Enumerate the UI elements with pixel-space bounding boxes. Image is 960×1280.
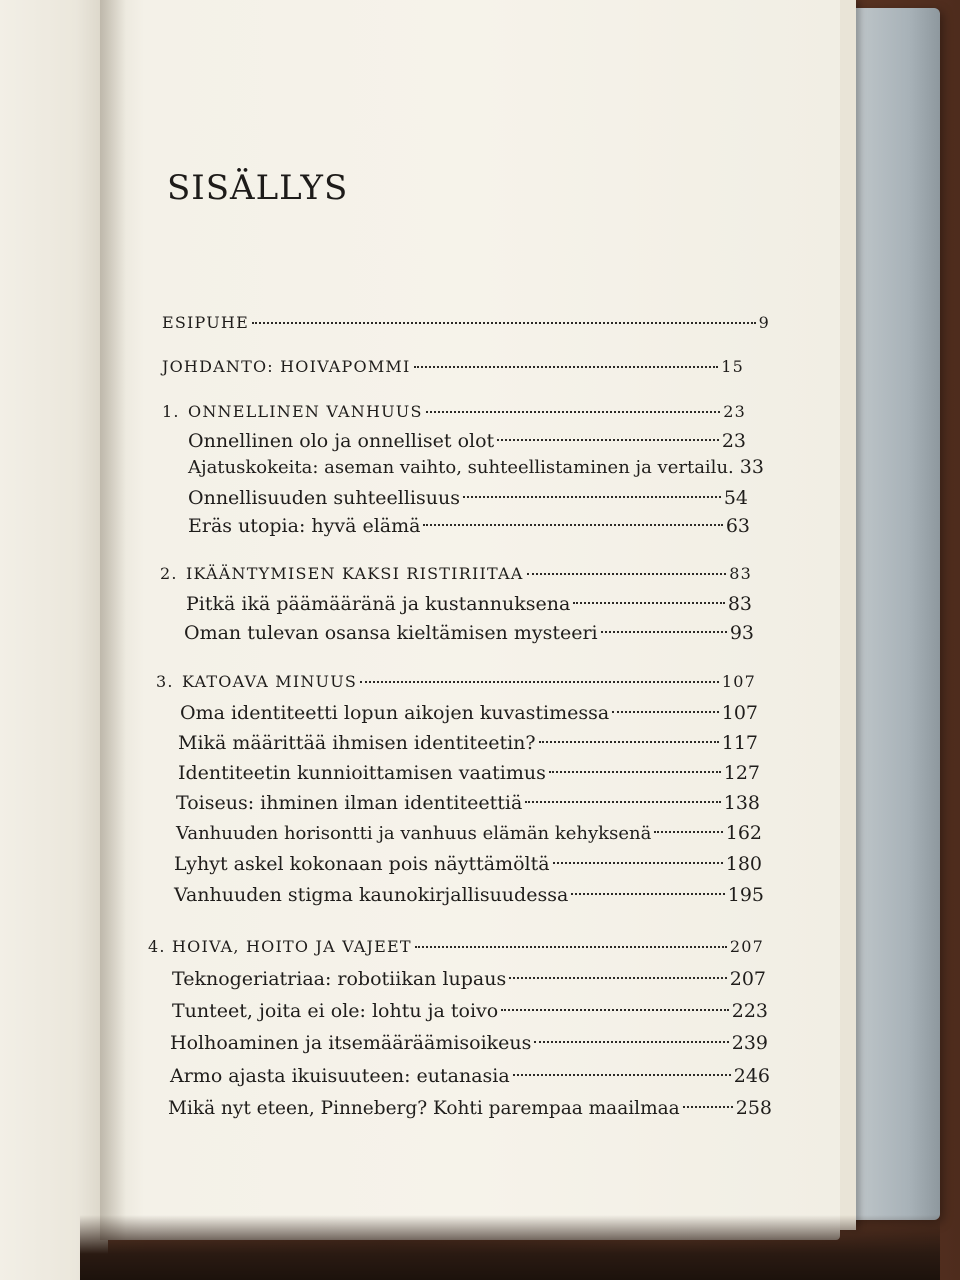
toc-subentry <box>174 882 764 906</box>
leader-dots <box>513 1057 731 1076</box>
toc-subentry <box>186 591 752 615</box>
toc-entry-label: Teknogeriatriaa: robotiikan lupaus <box>172 968 507 991</box>
toc-entry-label: Toiseus: ihminen ilman identiteettiä <box>176 792 523 815</box>
leader-dots <box>601 614 727 633</box>
toc-entry-page: 207 <box>729 937 764 957</box>
toc-entry-label: IKÄÄNTYMISEN KAKSI RISTIRIITAA <box>186 564 524 584</box>
toc-entry-label: Onnellinen olo ja onnelliset olot <box>188 430 495 453</box>
chapter-number: 2. <box>160 564 178 584</box>
toc-entry-label: Vanhuuden horisontti ja vanhuus elämän kehyksenä <box>176 823 652 845</box>
toc-entry-page: 246 <box>733 1065 770 1088</box>
toc-entry-page: 180 <box>725 853 762 876</box>
toc-entry-page: 15 <box>721 357 744 377</box>
toc-entry-label: KATOAVA MINUUS <box>182 672 358 692</box>
toc-entry-page: 239 <box>731 1032 768 1055</box>
toc-subentry <box>188 513 750 537</box>
leader-dots <box>525 784 720 803</box>
chapter-number: 3. <box>156 672 174 692</box>
leader-dots <box>463 479 721 498</box>
leader-dots <box>426 396 721 412</box>
toc-entry-page: 258 <box>735 1097 772 1120</box>
toc-entry-label: Oman tulevan osansa kieltämisen mysteeri <box>184 622 598 645</box>
toc-entry-page: 195 <box>727 884 764 907</box>
toc-entry <box>162 356 744 376</box>
leader-dots <box>612 694 719 713</box>
toc-entry-page: 54 <box>723 487 748 510</box>
leader-dots <box>501 992 729 1011</box>
leader-dots <box>360 666 719 682</box>
toc-entry <box>162 312 770 332</box>
toc-subentry <box>176 820 762 844</box>
toc-entry-page: 223 <box>731 1000 768 1023</box>
toc-entry-label: Oma identiteetti lopun aikojen kuvastimessa <box>180 702 610 725</box>
toc-entry-label: Armo ajasta ikuisuuteen: eutanasia <box>170 1065 510 1088</box>
toc-subentry <box>178 760 760 784</box>
toc-entry-label: Eräs utopia: hyvä elämä <box>188 515 421 538</box>
toc-entry-page: 93 <box>729 622 754 645</box>
toc-subentry <box>180 700 758 724</box>
toc-subentry <box>172 998 768 1022</box>
leader-dots <box>414 351 719 367</box>
toc-entry-label: Pitkä ikä päämääränä ja kustannuksena <box>186 593 571 616</box>
leader-dots <box>654 814 722 833</box>
leader-dots <box>497 422 719 441</box>
toc-entry-page: 107 <box>721 672 756 692</box>
toc-entry-page: 83 <box>729 564 752 584</box>
toc-entry-label: Mikä nyt eteen, Pinneberg? Kohti parempaa maailmaa <box>168 1098 680 1120</box>
toc-entry-page: 23 <box>721 430 746 453</box>
toc-subentry <box>188 485 748 509</box>
toc-entry-page: 23 <box>723 402 746 422</box>
toc-entry-label: JOHDANTO: HOIVAPOMMI <box>162 357 411 377</box>
toc-subentry <box>172 966 766 990</box>
chapter-number: 1. <box>162 402 180 422</box>
leader-dots <box>573 585 724 604</box>
leader-dots <box>539 724 719 743</box>
leader-dots <box>683 1089 733 1108</box>
toc-entry-page: 107 <box>721 702 758 725</box>
toc-entry-page: 83 <box>727 593 752 616</box>
toc-subentry <box>176 790 760 814</box>
toc-entry-label: Lyhyt askel kokonaan pois näyttämöltä <box>174 853 550 876</box>
toc-subentry <box>184 620 754 644</box>
toc-chapter <box>148 936 764 956</box>
toc-entry-page: 63 <box>725 515 750 538</box>
leader-dots <box>423 507 722 526</box>
leader-dots <box>534 1024 728 1043</box>
toc-entry-page: 162 <box>725 822 762 845</box>
toc-entry-page: 138 <box>723 792 760 815</box>
chapter-number: 4. <box>148 937 166 957</box>
toc-subentry <box>174 851 762 875</box>
toc-entry-label: Ajatuskokeita: aseman vaihto, suhteellistaminen ja vertailu. <box>188 457 734 479</box>
toc-entry-page: 207 <box>729 968 766 991</box>
toc-entry-label: Mikä määrittää ihmisen identiteetin? <box>178 732 536 755</box>
leader-dots <box>252 307 756 323</box>
leader-dots <box>571 876 724 895</box>
page-title: SISÄLLYS <box>167 168 349 208</box>
toc-subentry <box>168 1095 772 1119</box>
toc-chapter <box>160 563 752 583</box>
toc-subentry <box>188 428 746 452</box>
toc-entry-label: Holhoaminen ja itsemääräämisoikeus <box>170 1032 532 1055</box>
toc-entry-page: 127 <box>723 762 760 785</box>
leader-dots <box>509 960 726 979</box>
toc-subentry <box>170 1030 768 1054</box>
toc-entry-label: Onnellisuuden suhteellisuus <box>188 487 460 510</box>
toc-entry-label: Identiteetin kunnioittamisen vaatimus <box>178 762 546 785</box>
toc-chapter <box>156 671 756 691</box>
toc-entry-label: Tunteet, joita ei ole: lohtu ja toivo <box>172 1000 499 1023</box>
toc-entry-label: ONNELLINEN VANHUUS <box>188 402 423 422</box>
toc-entry-page: 117 <box>721 732 758 755</box>
toc-chapter <box>162 401 746 421</box>
leader-dots <box>527 558 727 574</box>
leader-dots <box>415 931 727 947</box>
leader-dots <box>549 754 721 773</box>
toc-entry-label: ESIPUHE <box>162 313 249 333</box>
toc-entry-label: Vanhuuden stigma kaunokirjallisuudessa <box>174 884 569 907</box>
leader-dots <box>553 845 723 864</box>
toc-subentry <box>170 1063 770 1087</box>
toc-subentry <box>188 456 764 479</box>
toc-entry-page: 9 <box>758 313 770 333</box>
toc-subentry <box>178 730 758 754</box>
toc-entry-label: HOIVA, HOITO JA VAJEET <box>172 937 412 957</box>
toc-entry-page: 33 <box>739 456 764 479</box>
